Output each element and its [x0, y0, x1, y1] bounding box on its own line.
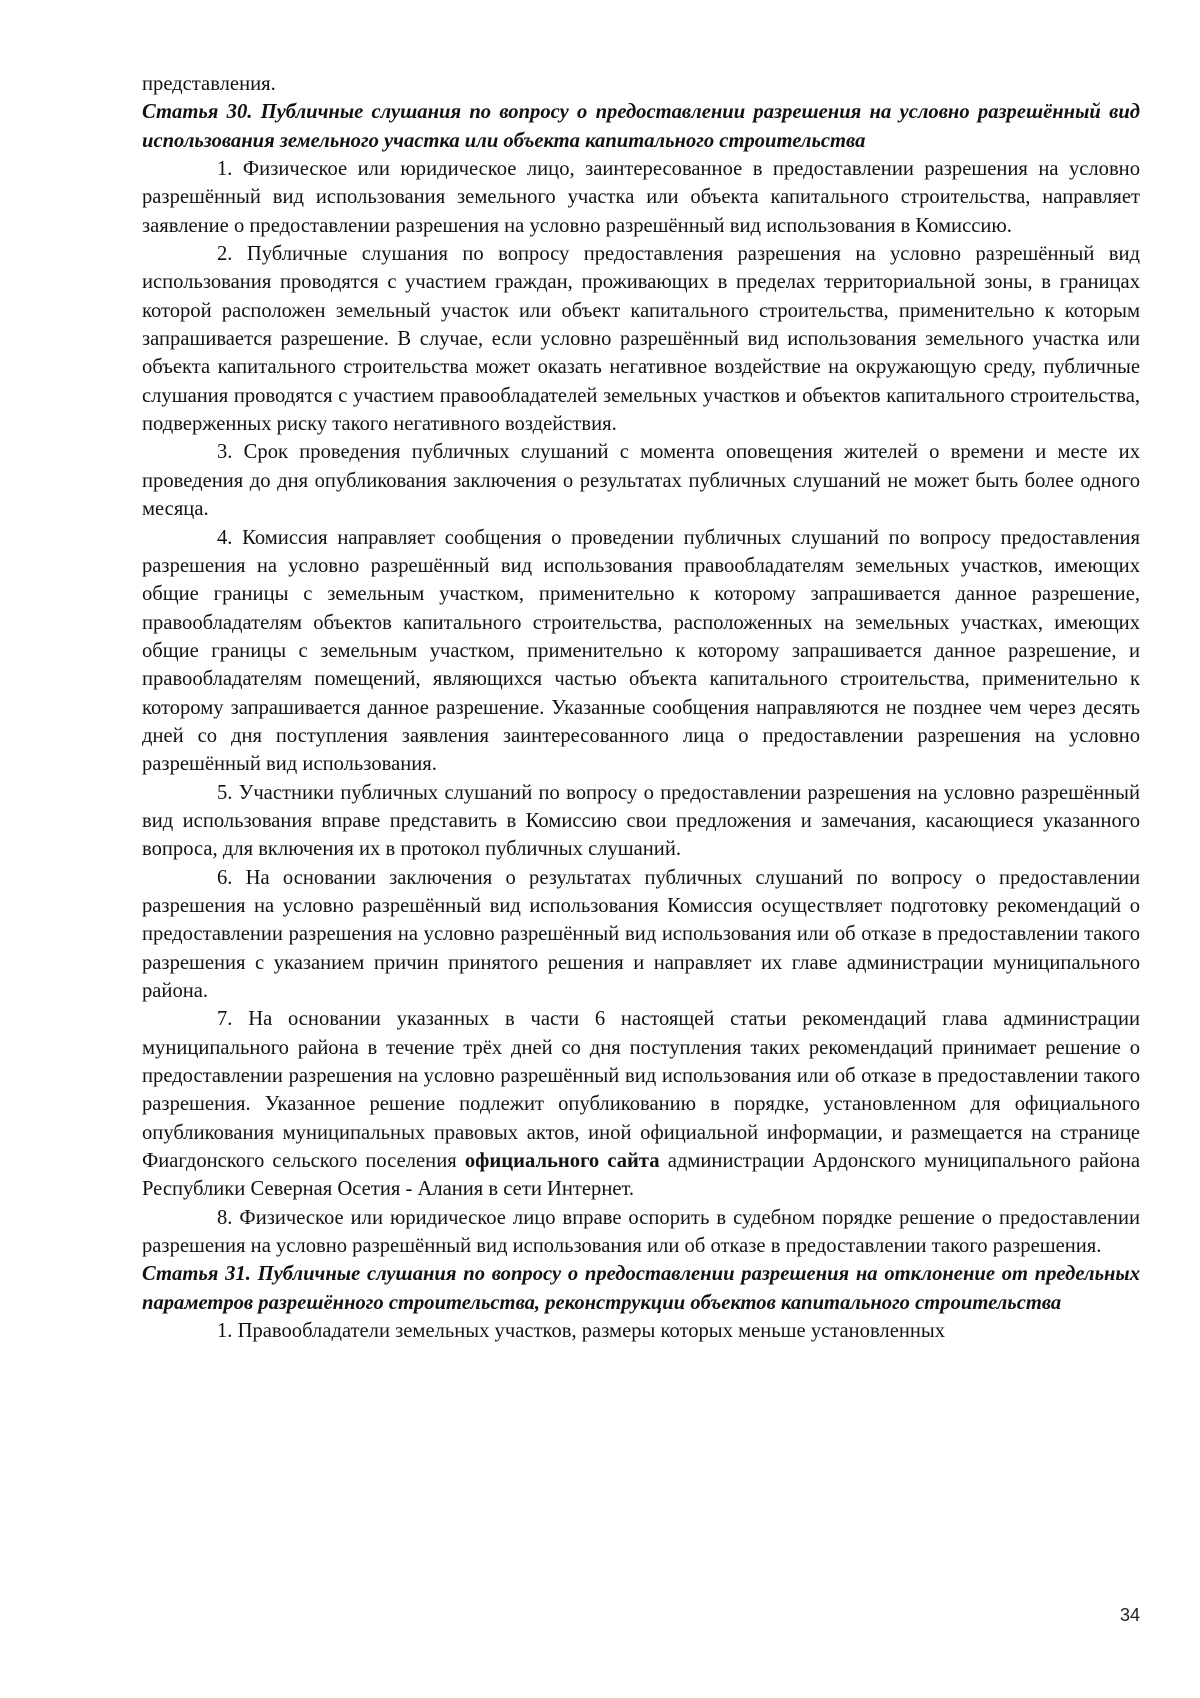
article-30-paragraph-2: 2. Публичные слушания по вопросу предоставления разрешения на условно разрешённый вид использования проводятся с участием граждан, проживающих в пределах территориальной зоны, в границах которой расположен земельный участок или объект капитального строительства, применительно к которым запрашивается разрешение. В случае, если условно разрешённый вид использования земельного участка или объекта капитального строительства может оказать негативное воздействие на окружающую среду, публичные слушания проводятся с участием правообладателей земельных участков и объектов капитального строительства, подверженных риску такого негативного воздействия. [142, 243, 1140, 436]
article-31-paragraph-1: 1. Правообладатели земельных участков, размеры которых меньше установленных [217, 1320, 946, 1343]
paragraph-7-text-start: 7. На основании указанных в части 6 настоящей статьи рекомендаций глава администрации муниципального района в течение трёх дней со дня поступления таких рекомендаций принимает решение о предоставлении разрешения на условно разрешённый вид использования или об отказе в предоставлении такого разрешения. Указанное решение подлежит опубликованию в порядке, установленном для официального опубликования муниципальных правовых актов, иной официальной информации, и размещается на странице Фиагдонского сельского поселения [142, 1008, 1140, 1173]
article-31-heading: Статья 31. Публичные слушания по вопросу о предоставлении разрешения на отклонение от предельных параметров разрешённого строительства, реконструкции объектов капитального строительства [142, 1263, 1140, 1314]
article-30-paragraph-6: 6. На основании заключения о результатах публичных слушаний по вопросу о предоставлении разрешения на условно разрешённый вид использования Комиссия осуществляет подготовку рекомендаций о предоставлении разрешения на условно разрешённый вид использования или об отказе в предоставлении такого разрешения с указанием причин принятого решения и направляет их главе администрации муниципального района. [142, 866, 1140, 1002]
lead-fragment: представления. [142, 73, 276, 95]
document-page [142, 70, 1140, 1345]
article-30-heading: Статья 30. Публичные слушания по вопросу о предоставлении разрешения на условно разрешённый вид использования земельного участка или объекта капитального строительства [142, 101, 1140, 152]
article-30-paragraph-5: 5. Участники публичных слушаний по вопросу о предоставлении разрешения на условно разрешённый вид использования вправе представить в Комиссию свои предложения и замечания, касающиеся указанного вопроса, для включения их в протокол публичных слушаний. [142, 781, 1140, 861]
official-site-bold-text: официального сайта [464, 1150, 660, 1173]
article-30-paragraph-7 [142, 1005, 1140, 1203]
article-30-paragraph-4: 4. Комиссия направляет сообщения о проведении публичных слушаний по вопросу предоставления разрешения на условно разрешённый вид использования правообладателям земельных участков, имеющих общие границы с земельным участком, применительно к которому запрашивается данное разрешение, правообладателям объектов капитального строительства, расположенных на земельных участках, имеющих общие границы с земельным участком, применительно к которому запрашивается данное разрешение, и правообладателям помещений, являющихся частью объекта капитального строительства, применительно к которому запрашивается данное разрешение. Указанные сообщения направляются не позднее чем через десять дней со дня поступления заявления заинтересованного лица о предоставлении разрешения на условно разрешённый вид использования. [142, 526, 1140, 776]
article-30-paragraph-1: 1. Физическое или юридическое лицо, заинтересованное в предоставлении разрешения на условно разрешённый вид использования земельного участка или объекта капитального строительства, направляет заявление о предоставлении разрешения на условно разрешённый вид использования в Комиссию. [142, 158, 1140, 237]
paragraph-7-text-end: администрации Ардонского муниципального района Республики Северная Осетия - Алания в сети Интернет. [142, 1150, 1141, 1201]
article-30-paragraph-3: 3. Срок проведения публичных слушаний с момента оповещения жителей о времени и месте их проведения до дня опубликования заключения о результатах публичных слушаний не может быть более одного месяца. [142, 441, 1140, 521]
article-30-paragraph-8: 8. Физическое или юридическое лицо вправе оспорить в судебном порядке решение о предоставлении разрешения на условно разрешённый вид использования или об отказе в предоставлении такого разрешения. [142, 1206, 1140, 1258]
page-number: 34 [1119, 1605, 1140, 1625]
